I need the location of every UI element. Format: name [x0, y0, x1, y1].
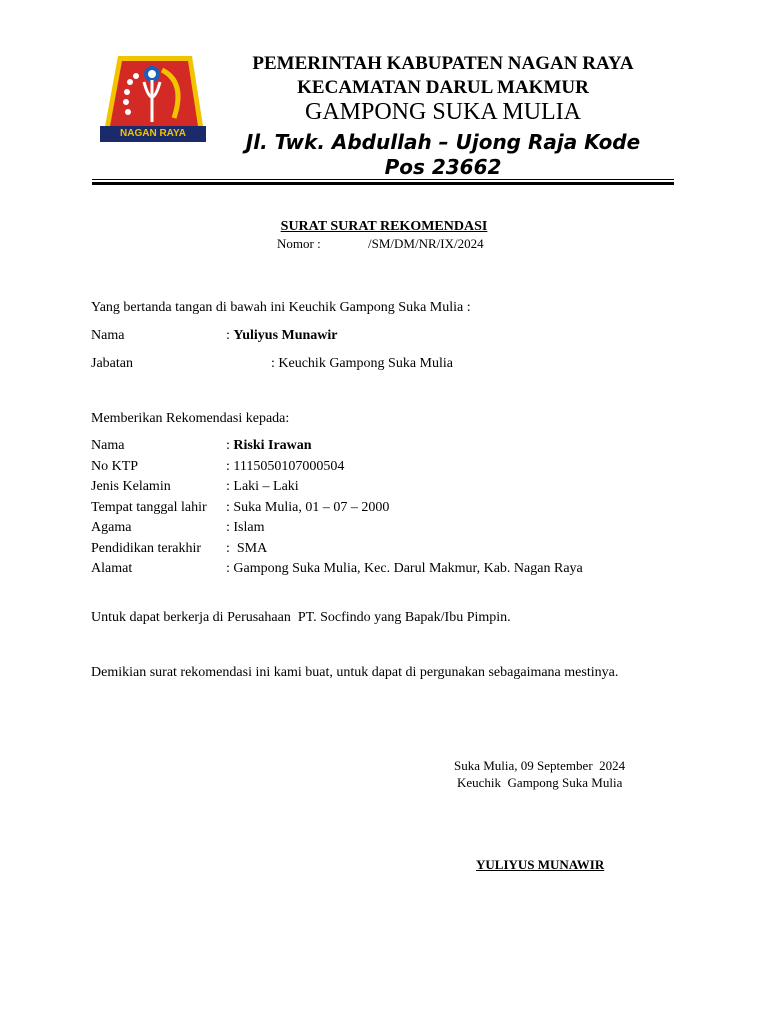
nomor-value: /SM/DM/NR/IX/2024 — [368, 236, 484, 251]
subject-education-label: Pendidikan terakhir — [91, 541, 202, 556]
purpose-text: Untuk dapat berkerja di Perusahaan PT. Socfindo yang Bapak/Ibu Pimpin. — [91, 610, 511, 625]
signer-title: Keuchik Gampong Suka Mulia — [457, 775, 623, 790]
signer-position-label: Jabatan — [91, 356, 133, 371]
recommend-intro: Memberikan Rekomendasi kepada: — [91, 411, 290, 426]
letter-title: SURAT SURAT REKOMENDASI — [280, 219, 488, 234]
nomor-label: Nomor : — [277, 236, 321, 251]
signer-name-value: : Yuliyus Munawir — [226, 328, 338, 343]
header-address — [212, 130, 674, 180]
subject-birth-value: : Suka Mulia, 01 – 07 – 2000 — [226, 500, 390, 515]
signer-name-text: Yuliyus Munawir — [233, 328, 338, 343]
subject-ktp-label: No KTP — [91, 459, 139, 474]
subject-gender-label: Jenis Kelamin — [91, 479, 171, 494]
header-address-line2: Pos 23662 — [384, 155, 502, 179]
signer-name-label: Nama — [91, 328, 125, 343]
subject-address-label: Alamat — [91, 561, 133, 576]
subject-religion-value: : Islam — [226, 520, 265, 535]
header-village: GAMPONG SUKA MULIA — [304, 99, 582, 125]
header-divider-thick — [92, 182, 674, 185]
signer-position-value: : Keuchik Gampong Suka Mulia — [271, 356, 453, 371]
closing-text: Demikian surat rekomendasi ini kami buat, untuk dapat di pergunakan sebagaimana mestinya. — [91, 665, 619, 680]
subject-name-text: Riski Irawan — [233, 438, 312, 453]
subject-ktp-value: : 1115050107000504 — [226, 459, 345, 474]
header-divider-thin — [92, 179, 674, 180]
subject-gender-value: : Laki – Laki — [226, 479, 299, 494]
subject-education-value: : SMA — [226, 541, 268, 556]
header-address-line1: Jl. Twk. Abdullah – Ujong Raja Kode — [245, 130, 641, 154]
subject-religion-label: Agama — [91, 520, 132, 535]
header-district: KECAMATAN DARUL MAKMUR — [297, 77, 589, 98]
subject-address-value: : Gampong Suka Mulia, Kec. Darul Makmur, Kab. Nagan Raya — [226, 561, 583, 576]
nagan-raya-logo — [100, 52, 206, 144]
header-government: PEMERINTAH KABUPATEN NAGAN RAYA — [252, 53, 634, 74]
intro-text: Yang bertanda tangan di bawah ini Keuchik Gampong Suka Mulia : — [91, 300, 471, 315]
signer-name-signature: YULIYUS MUNAWIR — [476, 857, 605, 872]
subject-name-value: : Riski Irawan — [226, 438, 312, 453]
logo-label: NAGAN RAYA — [120, 128, 186, 139]
subject-birth-label: Tempat tanggal lahir — [91, 500, 207, 515]
place-date: Suka Mulia, 09 September 2024 — [454, 758, 626, 773]
subject-name-label: Nama — [91, 438, 125, 453]
